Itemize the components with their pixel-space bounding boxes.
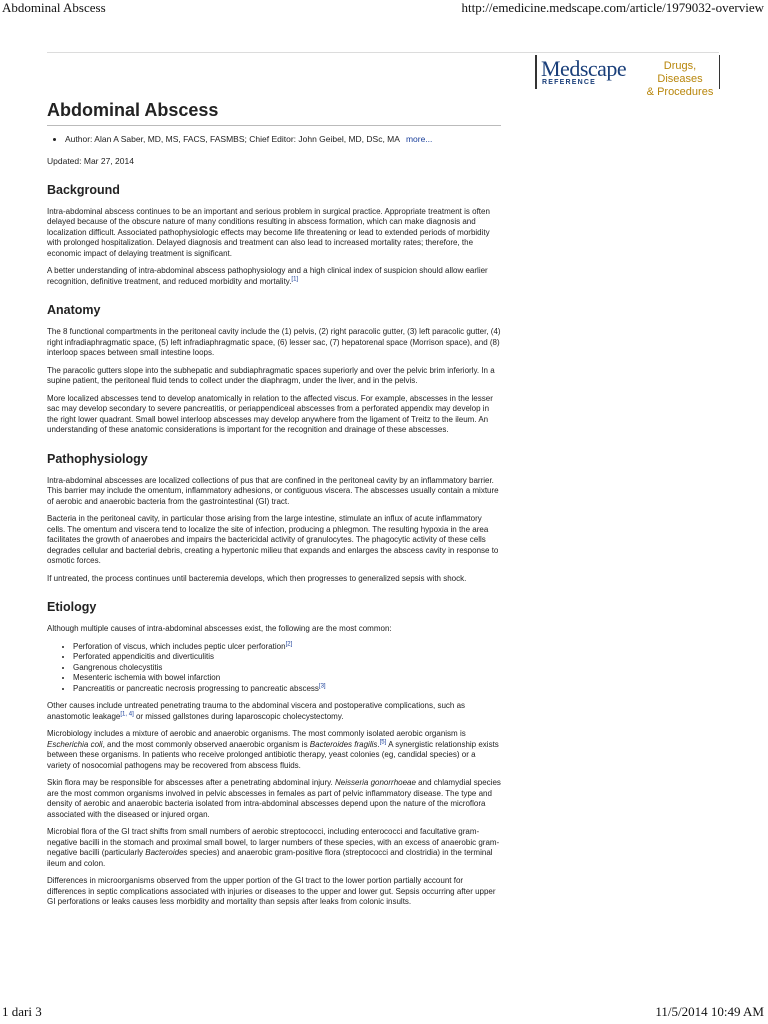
reference-link[interactable]: [1, 4] [120,710,134,717]
article-content [47,100,501,915]
background-paragraph [47,266,501,287]
reference-link[interactable]: [3] [318,682,326,689]
micro-a: Microbiology includes a mixture of aerobic and anaerobic organisms. The most commonly isolated aerobic organism is [47,729,466,738]
print-page-title: Abdominal Abscess [2,0,106,15]
updated-date: Updated: Mar 27, 2014 [47,156,134,166]
reference-link[interactable]: [1] [291,275,299,282]
article-title: Abdominal Abscess [47,100,501,126]
medscape-logo[interactable] [535,55,720,98]
cause-text: Perforated appendicitis and diverticulitis [73,652,214,661]
reference-link[interactable]: [2] [285,640,293,647]
pathophysiology-paragraph: Intra-abdominal abscesses are localized collections of pus that are confined in the peritoneal cavity by an inflammatory barrier. This barrier may include the omentum, inflammatory adhesions, or contiguous viscera. The abscesses usually contain a mixture of aerobic and anaerobic bacteria from the gastrointestinal (GI) tract. [47,475,499,506]
micro-b: , and the most commonly observed anaerobic organism is [102,739,310,749]
anatomy-paragraph: The 8 functional compartments in the peritoneal cavity include the (1) pelvis, (2) right paracolic gutter, (3) left paracolic gutter, (4) right infradiaphragmatic space, (5) left infradiaphragmatic space, (6) lesser sac, (7) hepatorenal space (Morrison space), and (8) interloop spaces between small intestine loops. [47,327,501,357]
micro-d: A synergistic relationship exists between these organisms. In patients who receive prolonged antibiotic therapy, yeast colonies (eg, candidal species) or a variety of nosocomial pathogens may be recovered from abscess fluids. [47,739,499,770]
cause-item [73,684,501,695]
section-heading-background: Background [47,182,120,197]
top-divider [47,52,719,53]
organism-name: Neisseria gonorrhoeae [335,778,416,787]
etiology-other-a: Other causes include untreated penetrating trauma to the abdominal viscera and postoperative complications, such as anastomotic leakage [47,701,466,721]
section-heading-etiology: Etiology [47,600,97,614]
author-list [47,134,501,144]
anatomy-paragraph: The paracolic gutters slope into the subhepatic and subdiaphragmatic spaces superiorly and over the pelvic brim inferiorly. In a supine patient, the peritoneal fluid tends to collect under the diaphragm, under the liver, and in the pelvis. [47,365,495,385]
author-line: Author: Alan A Saber, MD, MS, FACS, FASMBS; Chief Editor: John Geibel, MD, DSc, MA [65,134,400,144]
cause-text: Perforation of viscus, which includes peptic ulcer perforation [73,641,286,651]
cause-item [73,673,501,684]
more-link[interactable]: more... [405,134,433,144]
print-footer [0,1004,768,1020]
pathophysiology-paragraph: Bacteria in the peritoneal cavity, in particular those arising from the large intestine, stimulate an influx of acute inflammatory cells. The omentum and viscera tend to localize the site of infection, producing a phlegmon. The resulting hypoxia in the area facilitates the growth of anaerobes and impairs the bactericidal activity of granulocytes. The phagocytic activity of these cells degrades cellular and bacterial debris, creating a hypertonic milieu that expands and enlarges the abscess cavity in response to osmotic forces. [47,514,499,565]
logo-sub: REFERENCE [542,79,596,86]
skin-b: and chlamydial species are the most common organisms involved in pelvic abscesses in females as part of pelvic inflammatory disease. The type and density of aerobic and anaerobic bacteria isolated from intra-abdominal abscesses depend upon the nature of the microflora associated with the diseased or injured organ. [47,778,501,819]
cause-item [73,652,501,663]
etiology-paragraph: Differences in microorganisms observed from the upper portion of the GI tract to the lower portion partially account for differences in septic complications associated with injuries or diseases to the upper and lower gut. Sepsis occurring after upper GI perforations or leaks causes less morbidity and mortality than sepsis after leaks from colonic insults. [47,876,496,906]
print-page-url: http://emedicine.medscape.com/article/1979032-overview [461,0,764,15]
background-p2-text: A better understanding of intra-abdominal abscess pathophysiology and a high clinical index of suspicion should allow earlier recognition, definitive treatment, and reduced morbidity and mortality. [47,266,488,286]
flora-a: Microbial flora of the GI tract shifts from small numbers of aerobic streptococci, including enterococci and facultative gram-negative bacilli in the stomach and proximal small bowel, to larger numbers of these species, with an excess of anaerobic gram-negative bacilli (particularly [47,827,500,857]
anatomy-paragraph: More localized abscesses tend to develop anatomically in relation to the affected viscus. For example, abscesses in the lesser sac may develop secondary to severe pancreatitis, or periappendiceal abscesses from a perforated appendix may develop in the right lower quadrant. Small bowel interloop abscesses may develop anywhere from the ligament of Treitz to the ileum. An understanding of these anatomic considerations is important for the recognition and drainage of these abscesses. [47,393,493,434]
print-datetime: 11/5/2014 10:49 AM [655,1004,764,1019]
section-heading-anatomy: Anatomy [47,303,101,317]
etiology-intro: Although multiple causes of intra-abdominal abscesses exist, the following are the most common: [47,624,392,633]
print-header [0,0,768,16]
etiology-other-b: or missed gallstones during laparoscopic cholecystectomy. [133,711,344,721]
cause-text: Gangrenous cholecystitis [73,662,163,672]
skin-a: Skin flora may be responsible for abscesses after a penetrating abdominal injury. [47,778,336,787]
cause-text: Mesenteric ischemia with bowel infarction [73,673,221,682]
logo-brand: Medscape [541,56,627,81]
author-item [65,134,501,144]
logo-tagline-line2: & Procedures [646,86,714,98]
cause-item [73,663,501,674]
reference-link[interactable]: [5] [379,738,387,745]
section-heading-pathophysiology: Pathophysiology [47,451,148,466]
cause-item [73,642,501,653]
etiology-paragraph [47,778,501,820]
organism-name: Escherichia coli [47,739,103,749]
causes-list [47,642,501,695]
logo-tagline-line1: Drugs, Diseases [657,60,703,85]
logo-tagline [642,60,718,99]
organism-name: Bacteroides fragilis [309,739,378,749]
etiology-paragraph [47,827,501,869]
print-page-number: 1 dari 3 [2,1004,42,1019]
micro-c: . [377,739,380,749]
cause-text: Pancreatitis or pancreatic necrosis progressing to pancreatic abscess [73,683,319,693]
flora-b: species) and anaerobic gram-positive flora (streptococci and clostridia) in the terminal ileum and colon. [47,848,493,868]
organism-name: Bacteroides [145,848,188,857]
etiology-paragraph [47,701,501,722]
background-paragraph: Intra-abdominal abscess continues to be an important and serious problem in surgical practice. Appropriate treatment is often delayed because of the obscure nature of many conditions resulting in abscess formation, which can make diagnosis and localization difficult. Associated pathophysiologic effects may become life threatening or lead to extended periods of morbidity with prolonged hospitalization. Delayed diagnosis and treatment can also lead to increased mortality rates; therefore, the economic impact of delaying treatment is significant. [47,206,490,258]
pathophysiology-paragraph: If untreated, the process continues until bacteremia develops, which then progresses to generalized sepsis with shock. [47,573,467,583]
etiology-paragraph [47,729,501,771]
